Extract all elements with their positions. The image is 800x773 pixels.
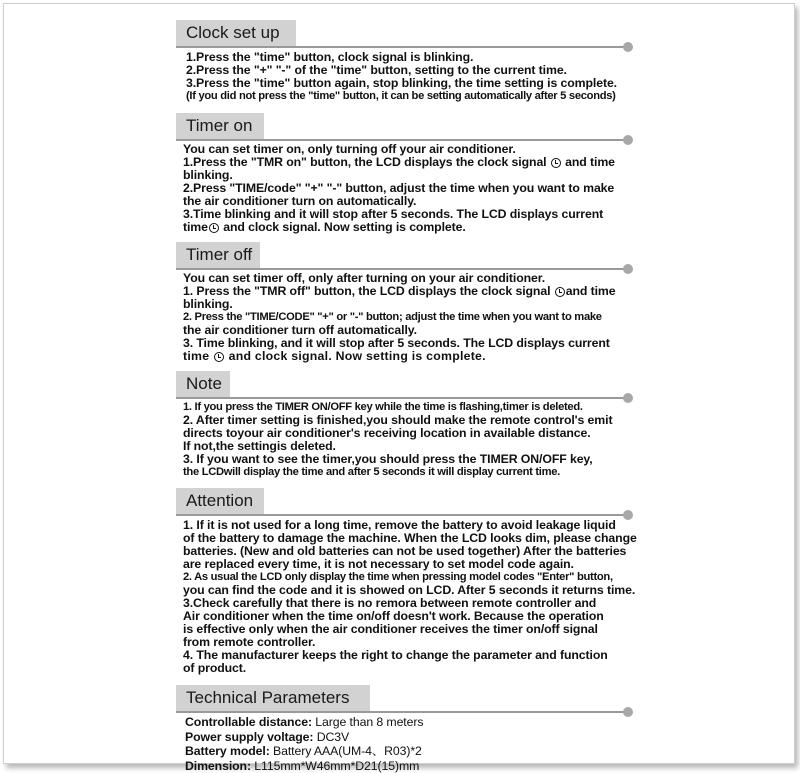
section-clock-set-up	[176, 18, 638, 103]
param-row	[185, 730, 638, 745]
text-line: 1.Press the "time" button, clock signal is blinking.	[186, 51, 638, 64]
text-line	[183, 285, 638, 298]
text-line: 3. Time blinking, and it will stop after 5 seconds. The LCD displays current	[183, 337, 638, 350]
text-line: the air conditioner turn on automatically.	[183, 195, 638, 208]
text-line: 3.Press the "time" button again, stop blinking, the time setting is complete.	[186, 77, 638, 90]
text-line: You can set timer on, only turning off your air conditioner.	[183, 143, 638, 156]
section-note	[176, 369, 638, 479]
text-line: of product.	[183, 662, 638, 675]
text-line: If not,the settingis deleted.	[183, 440, 638, 453]
text-line: of the battery to damage the machine. When the LCD looks dim, please change	[183, 532, 638, 545]
param-value: DC3V	[313, 730, 349, 744]
clock-icon	[214, 352, 224, 362]
header-dot	[623, 393, 633, 403]
manual-content	[176, 18, 638, 773]
text-line: from remote controller.	[183, 636, 638, 649]
section-title: Timer on	[176, 113, 264, 139]
header-dot	[623, 510, 633, 520]
section-header	[176, 369, 638, 399]
section-title: Timer off	[176, 242, 260, 268]
text-line: 1. If you press the TIMER ON/OFF key while the time is flashing,timer is deleted.	[183, 401, 638, 414]
text-line: the LCDwill display the time and after 5 seconds it will display current time.	[183, 466, 638, 479]
text-line: 3.Check carefully that there is no remora between remote controller and	[183, 597, 638, 610]
header-rule	[176, 46, 628, 48]
text-line: batteries. (New and old batteries can not be used together) After the batteries	[183, 545, 638, 558]
text-span: and clock signal. Now setting is complete.	[229, 349, 486, 363]
text-line	[183, 350, 638, 363]
section-attention	[176, 486, 638, 675]
text-line: 2. After timer setting is finished,you should make the remote control's emit	[183, 414, 638, 427]
text-span: 1.Press the "TMR on" button, the LCD displays the clock signal	[183, 155, 547, 169]
header-rule	[176, 139, 628, 141]
text-line	[183, 221, 638, 234]
text-line: You can set timer off, only after turning on your air conditioner.	[183, 272, 638, 285]
section-header	[176, 240, 638, 270]
section-header	[176, 683, 638, 713]
text-line: the air conditioner turn off automatically.	[183, 324, 638, 337]
param-row	[185, 759, 638, 773]
text-line: 1. If it is not used for a long time, remove the battery to avoid leakage liquid	[183, 519, 638, 532]
clock-icon	[209, 223, 219, 233]
section-timer-off	[176, 240, 638, 363]
param-value: Large than 8 meters	[312, 715, 423, 729]
text-line: blinking.	[183, 169, 638, 182]
text-line: 4. The manufacturer keeps the right to change the parameter and function	[183, 649, 638, 662]
param-value: L115mm*W46mm*D21(15)mm	[251, 759, 419, 773]
text-line: is effective only when the air conditioner receives the timer on/off signal	[183, 623, 638, 636]
param-key: Dimension:	[185, 759, 251, 773]
header-dot	[623, 707, 633, 717]
text-line: 3.Time blinking and it will stop after 5 seconds. The LCD displays current	[183, 208, 638, 221]
text-line: 2. As usual the LCD only display the time when pressing model codes "Enter" button,	[183, 571, 638, 584]
header-dot	[623, 135, 633, 145]
text-line: 2.Press "TIME/code" "+" "-" button, adjust the time when you want to make	[183, 182, 638, 195]
clock-icon	[551, 158, 561, 168]
text-line: 3. If you want to see the timer,you should press the TIMER ON/OFF key,	[183, 453, 638, 466]
text-span: time	[183, 349, 209, 363]
header-dot	[623, 264, 633, 274]
text-line	[183, 156, 638, 169]
param-row	[185, 744, 638, 759]
text-span: and time	[565, 155, 615, 169]
header-dot	[623, 42, 633, 52]
param-key: Controllable distance:	[185, 715, 312, 729]
text-line: Air conditioner when the time on/off doesn't work. Because the operation	[183, 610, 638, 623]
section-title: Clock set up	[176, 20, 296, 46]
clock-icon	[555, 287, 565, 297]
page-frame	[3, 3, 795, 764]
text-span: and time	[566, 284, 616, 298]
text-line: 2. Press the "TIME/CODE" "+" or "-" button; adjust the time when you want to make	[183, 311, 638, 324]
param-row	[185, 715, 638, 730]
header-rule	[176, 397, 628, 399]
section-header	[176, 18, 638, 48]
text-line: (If you did not press the "time" button, it can be setting automatically after 5 seconds)	[186, 90, 638, 103]
param-value: Battery AAA(UM-4、R03)*2	[270, 744, 422, 758]
param-key: Power supply voltage:	[185, 730, 313, 744]
section-header	[176, 486, 638, 516]
header-rule	[176, 711, 628, 713]
text-line: blinking.	[183, 298, 638, 311]
text-span: 1. Press the "TMR off" button, the LCD displays the clock signal	[183, 284, 550, 298]
text-line: 2.Press the "+" "-" of the "time" button, setting to the current time.	[186, 64, 638, 77]
text-span: time	[183, 220, 208, 234]
section-header	[176, 111, 638, 141]
header-rule	[176, 514, 628, 516]
text-line: you can find the code and it is showed on LCD. After 5 seconds it returns time.	[183, 584, 638, 597]
section-title: Attention	[176, 488, 264, 514]
section-technical-parameters	[176, 683, 638, 773]
text-line: are replaced every time, it is not necessary to set model code again.	[183, 558, 638, 571]
header-rule	[176, 268, 628, 270]
section-timer-on	[176, 111, 638, 234]
section-title: Technical Parameters	[176, 685, 370, 711]
param-key: Battery model:	[185, 744, 270, 758]
section-title: Note	[176, 371, 230, 397]
text-span: and clock signal. Now setting is complete.	[223, 220, 465, 234]
text-line: directs toyour air conditioner's receiving location in available distance.	[183, 427, 638, 440]
